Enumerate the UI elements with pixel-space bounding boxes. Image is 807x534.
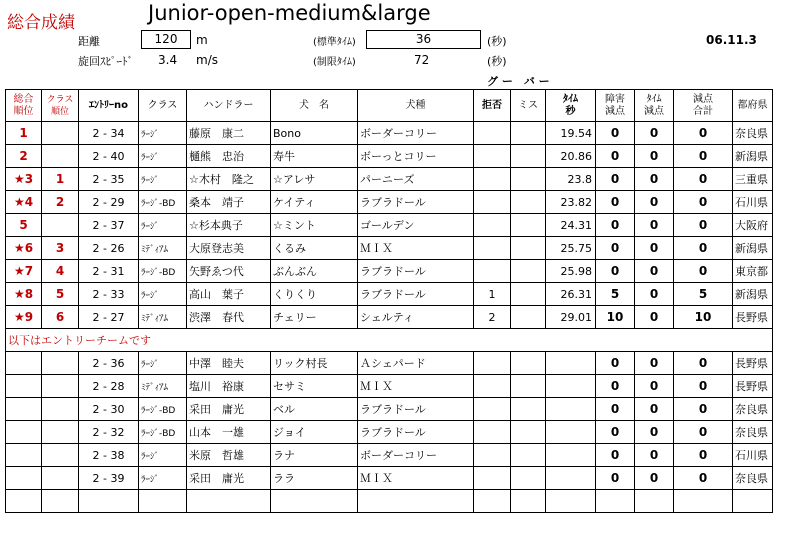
class-rank [42,421,79,444]
entry-no: 2 - 37 [79,214,139,237]
handler-cell: 高山 葉子 [187,283,271,306]
group-label: グ ー バ ー [487,75,550,88]
obstacle-penalty-cell: 0 [596,237,635,260]
handler-cell: 矢野ゑつ代 [187,260,271,283]
obstacle-penalty-cell: 0 [596,168,635,191]
breed-cell: ＭＩＸ [358,375,474,398]
miss-cell [511,444,546,467]
event-title: Junior-open-medium&large [148,1,431,25]
breed-cell: ラブラドール [358,398,474,421]
breed-cell: ラブラドール [358,421,474,444]
empty-cell [187,490,271,513]
breed-cell: ラブラドール [358,191,474,214]
table-row [6,214,773,237]
class-cell: ﾐﾃﾞｨｱﾑ [139,237,187,260]
dog-cell: くりくり [271,283,358,306]
entry-no: 2 - 29 [79,191,139,214]
class-rank: 6 [42,306,79,329]
breed-cell: ボーダーコリー [358,444,474,467]
class-cell: ﾗｰｼﾞ-BD [139,191,187,214]
prefecture-cell: 奈良県 [733,467,773,490]
std-time-label: (標準ﾀｲﾑ) [313,37,356,48]
entry-no: 2 - 35 [79,168,139,191]
col-header-class: クラス [139,90,187,122]
limit-time-unit: (秒) [487,55,507,68]
time-cell [546,398,596,421]
entry-no: 2 - 26 [79,237,139,260]
obstacle-penalty-cell: 0 [596,122,635,145]
prefecture-cell: 新潟県 [733,283,773,306]
time-penalty-cell: 0 [635,421,674,444]
time-penalty-cell: 0 [635,237,674,260]
empty-cell [358,490,474,513]
table-row [6,467,773,490]
refusal-cell [474,122,511,145]
empty-cell [6,490,42,513]
breed-cell: ラブラドール [358,283,474,306]
time-penalty-cell: 0 [635,260,674,283]
refusal-cell: 2 [474,306,511,329]
total-penalty-cell: 0 [674,375,733,398]
entry-no: 2 - 32 [79,421,139,444]
table-row [6,237,773,260]
obstacle-penalty-cell: 0 [596,398,635,421]
empty-cell [546,490,596,513]
class-cell: ﾗｰｼﾞ-BD [139,421,187,444]
total-penalty-cell: 10 [674,306,733,329]
prefecture-cell: 東京都 [733,260,773,283]
class-rank [42,398,79,421]
table-row [6,375,773,398]
time-cell: 25.98 [546,260,596,283]
class-cell: ﾗｰｼﾞ-BD [139,398,187,421]
class-rank [42,444,79,467]
time-cell [546,444,596,467]
col-header-breed: 犬種 [358,90,474,122]
refusal-cell [474,467,511,490]
col-header-dog: 犬 名 [271,90,358,122]
time-penalty-cell: 0 [635,306,674,329]
miss-cell [511,168,546,191]
table-row [6,122,773,145]
empty-cell [139,490,187,513]
obstacle-penalty-cell: 0 [596,260,635,283]
dog-cell: Bono [271,122,358,145]
handler-cell: 樋熊 忠治 [187,145,271,168]
table-row [6,191,773,214]
miss-cell [511,237,546,260]
distance-value: 120 [141,30,191,49]
overall-rank: 5 [6,214,42,237]
entry-no: 2 - 30 [79,398,139,421]
refusal-cell [474,352,511,375]
col-header-time: ﾀｲﾑ 秒 [546,90,596,122]
time-cell: 29.01 [546,306,596,329]
class-rank: 1 [42,168,79,191]
entry-team-notice: 以下はエントリーチームです [6,329,773,352]
obstacle-penalty-cell: 0 [596,467,635,490]
star-icon: ★ [13,264,25,278]
class-cell: ﾗｰｼﾞ [139,122,187,145]
star-icon: ★ [13,310,25,324]
time-penalty-cell: 0 [635,168,674,191]
class-rank [42,122,79,145]
table-row [6,398,773,421]
star-icon: ★ [13,287,25,301]
col-header-prefecture: 都府県 [733,90,773,122]
refusal-cell [474,168,511,191]
prefecture-cell: 長野県 [733,306,773,329]
handler-cell: ☆木村 隆之 [187,168,271,191]
total-penalty-cell: 0 [674,467,733,490]
time-cell: 25.75 [546,237,596,260]
overall-rank: 1 [6,122,42,145]
total-penalty-cell: 0 [674,168,733,191]
time-cell: 23.82 [546,191,596,214]
col-header-entry: ｴﾝﾄﾘｰno [79,90,139,122]
table-row [6,260,773,283]
miss-cell [511,421,546,444]
obstacle-penalty-cell: 0 [596,352,635,375]
overall-rank: ★3 [6,168,42,191]
handler-cell: 中澤 睦夫 [187,352,271,375]
entry-no: 2 - 40 [79,145,139,168]
breed-cell: ラブラドール [358,260,474,283]
time-cell [546,375,596,398]
col-header-handler: ハンドラー [187,90,271,122]
miss-cell [511,122,546,145]
class-cell: ﾗｰｼﾞ [139,214,187,237]
total-penalty-cell: 0 [674,352,733,375]
table-header-row [6,90,773,122]
miss-cell [511,145,546,168]
speed-label: 旋回ｽﾋﾟｰﾄﾞ [78,55,133,68]
miss-cell [511,191,546,214]
speed-value: 3.4 [158,53,178,67]
empty-cell [79,490,139,513]
entry-no: 2 - 31 [79,260,139,283]
overall-rank [6,352,42,375]
total-penalty-cell: 5 [674,283,733,306]
handler-cell: 塩川 裕康 [187,375,271,398]
entry-team-notice-row [6,329,773,352]
total-penalty-cell: 0 [674,237,733,260]
prefecture-cell: 大阪府 [733,214,773,237]
refusal-cell [474,214,511,237]
std-time-value: 36 [366,30,481,49]
class-rank: 2 [42,191,79,214]
class-cell: ﾗｰｼﾞ [139,467,187,490]
dog-cell: ぶんぶん [271,260,358,283]
handler-cell: 山本 一雄 [187,421,271,444]
obstacle-penalty-cell: 10 [596,306,635,329]
table-row [6,352,773,375]
star-icon: ★ [13,241,25,255]
breed-cell: ＭＩＸ [358,237,474,260]
dog-cell: リック村長 [271,352,358,375]
table-row [6,145,773,168]
prefecture-cell: 奈良県 [733,421,773,444]
time-cell: 19.54 [546,122,596,145]
time-penalty-cell: 0 [635,398,674,421]
dog-cell: チェリー [271,306,358,329]
breed-cell: ボーダーコリー [358,122,474,145]
dog-cell: ラナ [271,444,358,467]
class-cell: ﾗｰｼﾞ [139,168,187,191]
empty-cell [635,490,674,513]
total-penalty-cell: 0 [674,145,733,168]
prefecture-cell: 三重県 [733,168,773,191]
class-rank [42,214,79,237]
entry-no: 2 - 27 [79,306,139,329]
empty-row [6,490,773,513]
dog-cell: 寿牛 [271,145,358,168]
time-cell [546,352,596,375]
obstacle-penalty-cell: 0 [596,375,635,398]
refusal-cell [474,260,511,283]
total-penalty-cell: 0 [674,398,733,421]
entry-no: 2 - 36 [79,352,139,375]
class-cell: ﾗｰｼﾞ [139,444,187,467]
class-rank [42,467,79,490]
time-cell: 26.31 [546,283,596,306]
entry-no: 2 - 33 [79,283,139,306]
table-row [6,306,773,329]
overall-rank [6,375,42,398]
miss-cell [511,260,546,283]
time-cell: 23.8 [546,168,596,191]
prefecture-cell: 長野県 [733,352,773,375]
overall-rank: ★8 [6,283,42,306]
empty-cell [42,490,79,513]
handler-cell: 藤原 康二 [187,122,271,145]
table-row [6,444,773,467]
col-header-refusal: 拒否 [474,90,511,122]
prefecture-cell: 奈良県 [733,122,773,145]
limit-time-label: (制限ﾀｲﾑ) [313,57,356,68]
empty-cell [596,490,635,513]
obstacle-penalty-cell: 5 [596,283,635,306]
prefecture-cell: 長野県 [733,375,773,398]
dog-cell: ☆ミント [271,214,358,237]
refusal-cell [474,237,511,260]
star-icon: ★ [13,172,25,186]
handler-cell: 大原登志美 [187,237,271,260]
prefecture-cell: 新潟県 [733,237,773,260]
overall-rank: ★6 [6,237,42,260]
class-rank [42,375,79,398]
class-rank: 5 [42,283,79,306]
date-label: 06.11.3 [706,33,757,47]
table-row [6,283,773,306]
total-penalty-cell: 0 [674,260,733,283]
col-header-obstacle-penalty: 障害 減点 [596,90,635,122]
col-header-class-rank: クラス 順位 [42,90,79,122]
obstacle-penalty-cell: 0 [596,214,635,237]
miss-cell [511,467,546,490]
dog-cell: くるみ [271,237,358,260]
empty-cell [474,490,511,513]
empty-cell [733,490,773,513]
entry-no: 2 - 38 [79,444,139,467]
empty-cell [511,490,546,513]
time-penalty-cell: 0 [635,283,674,306]
distance-label: 距離 [78,35,100,48]
handler-cell: 采田 庸光 [187,398,271,421]
table-row [6,421,773,444]
col-header-time-penalty: ﾀｲﾑ 減点 [635,90,674,122]
time-penalty-cell: 0 [635,214,674,237]
class-rank [42,352,79,375]
time-penalty-cell: 0 [635,467,674,490]
breed-cell: パーニーズ [358,168,474,191]
time-cell: 20.86 [546,145,596,168]
entry-no: 2 - 39 [79,467,139,490]
class-rank: 3 [42,237,79,260]
breed-cell: ボーっとコリー [358,145,474,168]
breed-cell: ゴールデン [358,214,474,237]
time-cell [546,467,596,490]
class-cell: ﾗｰｼﾞ [139,352,187,375]
class-rank [42,145,79,168]
empty-cell [271,490,358,513]
overall-rank [6,467,42,490]
refusal-cell [474,444,511,467]
refusal-cell [474,145,511,168]
prefecture-cell: 石川県 [733,444,773,467]
handler-cell: 采田 庸光 [187,467,271,490]
results-table [5,89,773,513]
refusal-cell [474,421,511,444]
distance-unit: m [196,33,208,47]
refusal-cell [474,191,511,214]
miss-cell [511,398,546,421]
handler-cell: 桑本 靖子 [187,191,271,214]
time-penalty-cell: 0 [635,145,674,168]
miss-cell [511,306,546,329]
prefecture-cell: 石川県 [733,191,773,214]
overall-rank [6,398,42,421]
time-penalty-cell: 0 [635,122,674,145]
star-icon: ★ [13,195,25,209]
time-penalty-cell: 0 [635,352,674,375]
col-header-miss: ミス [511,90,546,122]
dog-cell: ジョイ [271,421,358,444]
class-cell: ﾐﾃﾞｨｱﾑ [139,375,187,398]
time-cell [546,421,596,444]
breed-cell: ＭＩＸ [358,467,474,490]
empty-cell [674,490,733,513]
handler-cell: 渋澤 春代 [187,306,271,329]
overall-rank: ★4 [6,191,42,214]
dog-cell: ケイティ [271,191,358,214]
overall-rank [6,421,42,444]
speed-unit: m/s [196,53,218,67]
prefecture-cell: 奈良県 [733,398,773,421]
overall-rank: ★7 [6,260,42,283]
class-cell: ﾗｰｼﾞ-BD [139,260,187,283]
entry-no: 2 - 34 [79,122,139,145]
dog-cell: ララ [271,467,358,490]
table-row [6,168,773,191]
miss-cell [511,214,546,237]
total-penalty-cell: 0 [674,122,733,145]
time-cell: 24.31 [546,214,596,237]
section-title: 総合成績 [7,13,75,33]
overall-rank [6,444,42,467]
obstacle-penalty-cell: 0 [596,444,635,467]
class-cell: ﾗｰｼﾞ [139,145,187,168]
overall-rank: 2 [6,145,42,168]
miss-cell [511,352,546,375]
breed-cell: Ａシェパード [358,352,474,375]
col-header-overall: 総合 順位 [6,90,42,122]
dog-cell: ☆アレサ [271,168,358,191]
std-time-unit: (秒) [487,35,507,48]
time-penalty-cell: 0 [635,191,674,214]
class-cell: ﾗｰｼﾞ [139,283,187,306]
total-penalty-cell: 0 [674,444,733,467]
dog-cell: セサミ [271,375,358,398]
class-cell: ﾐﾃﾞｨｱﾑ [139,306,187,329]
total-penalty-cell: 0 [674,214,733,237]
miss-cell [511,283,546,306]
overall-rank: ★9 [6,306,42,329]
refusal-cell: 1 [474,283,511,306]
total-penalty-cell: 0 [674,191,733,214]
total-penalty-cell: 0 [674,421,733,444]
breed-cell: シェルティ [358,306,474,329]
time-penalty-cell: 0 [635,444,674,467]
class-rank: 4 [42,260,79,283]
time-penalty-cell: 0 [635,375,674,398]
refusal-cell [474,375,511,398]
limit-time-value: 72 [414,53,430,67]
refusal-cell [474,398,511,421]
handler-cell: ☆杉本典子 [187,214,271,237]
entry-no: 2 - 28 [79,375,139,398]
col-header-total-penalty: 減点 合計 [674,90,733,122]
dog-cell: ベル [271,398,358,421]
obstacle-penalty-cell: 0 [596,421,635,444]
obstacle-penalty-cell: 0 [596,191,635,214]
obstacle-penalty-cell: 0 [596,145,635,168]
handler-cell: 米原 哲雄 [187,444,271,467]
prefecture-cell: 新潟県 [733,145,773,168]
miss-cell [511,375,546,398]
